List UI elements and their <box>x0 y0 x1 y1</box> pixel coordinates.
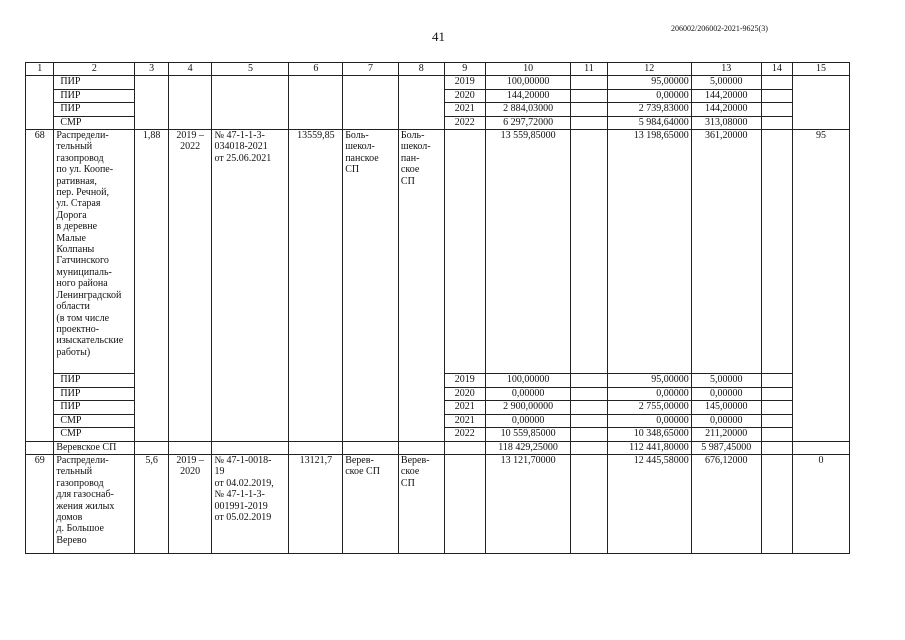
completion-percent: 95 <box>793 130 850 442</box>
row-number: 68 <box>26 130 54 442</box>
column-number-row <box>26 63 850 76</box>
work-type-cell: ПИР <box>54 89 135 103</box>
amount-cell: 144,20000 <box>486 89 571 103</box>
amount-cell: 676,12000 <box>691 455 761 554</box>
amount-cell: 2 755,00000 <box>607 401 691 415</box>
completion-percent: 0 <box>793 455 850 554</box>
amount-cell: 0,00000 <box>486 414 571 428</box>
work-type-cell: ПИР <box>54 76 135 90</box>
amount-cell: 144,20000 <box>691 89 761 103</box>
column-number: 13 <box>691 63 761 76</box>
column-number: 15 <box>793 63 850 76</box>
amount-cell: 211,20000 <box>691 428 761 442</box>
expert-decision: № 47-1-1-3- 034018-2021 от 25.06.2021 <box>212 130 289 442</box>
column-number: 8 <box>398 63 444 76</box>
construction-period: 2019 – 2022 <box>168 130 212 442</box>
document-code: 206002/206002-2021-9625(3) <box>671 24 768 33</box>
amount-cell: 0,00000 <box>691 387 761 401</box>
amount-cell: 313,08000 <box>691 116 761 130</box>
settlement: Верев- ское СП <box>343 455 399 554</box>
work-type-cell: ПИР <box>54 374 135 388</box>
estimated-cost: 13559,85 <box>289 130 343 442</box>
amount-cell: 95,00000 <box>607 374 691 388</box>
year-cell: 2020 <box>444 387 486 401</box>
column-number: 3 <box>135 63 168 76</box>
pipeline-length: 1,88 <box>135 130 168 442</box>
subtotal-label: Веревское СП <box>54 441 135 455</box>
work-type-cell: СМР <box>54 116 135 130</box>
amount-cell: 5,00000 <box>691 76 761 90</box>
amount-cell: 100,00000 <box>486 374 571 388</box>
amount-cell: 2 900,00000 <box>486 401 571 415</box>
column-number: 10 <box>486 63 571 76</box>
amount-cell: 144,20000 <box>691 103 761 117</box>
amount-cell: 13 198,65000 <box>607 130 691 374</box>
object-name: Распредели- тельный газопровод по ул. Коопе- ративная, пер. Речной, ул. Старая Дорога в деревне Малые Колпаны Гатчинского муниципаль- ного района Ленинградской области (в том числе проектно- изыскательские работы) <box>54 130 135 374</box>
amount-cell: 2 884,03000 <box>486 103 571 117</box>
work-type-cell: ПИР <box>54 103 135 117</box>
amount-cell: 10 559,85000 <box>486 428 571 442</box>
object-name: Распредели- тельный газопровод для газоснаб- жения жилых домов д. Большое Верево <box>54 455 135 554</box>
work-type-cell: СМР <box>54 428 135 442</box>
year-cell: 2019 <box>444 374 486 388</box>
year-cell: 2021 <box>444 414 486 428</box>
amount-cell: 361,20000 <box>691 130 761 374</box>
column-number: 6 <box>289 63 343 76</box>
column-number: 9 <box>444 63 486 76</box>
column-number: 4 <box>168 63 212 76</box>
amount-cell: 0,00000 <box>607 414 691 428</box>
subtotal-amount: 118 429,25000 <box>486 441 571 455</box>
year-cell: 2019 <box>444 76 486 90</box>
work-type-cell: ПИР <box>54 387 135 401</box>
expert-decision: № 47-1-0018- 19 от 04.02.2019, № 47-1-1-3- 001991-2019 от 05.02.2019 <box>212 455 289 554</box>
amount-cell: 0,00000 <box>486 387 571 401</box>
pipeline-length: 5,6 <box>135 455 168 554</box>
subtotal-amount: 5 987,45000 <box>691 441 761 455</box>
table-row-object-68 <box>26 130 850 374</box>
owner: Верев- ское СП <box>398 455 444 554</box>
amount-cell: 5 984,64000 <box>607 116 691 130</box>
column-number: 12 <box>607 63 691 76</box>
amount-cell: 0,00000 <box>691 414 761 428</box>
subtotal-amount: 112 441,80000 <box>607 441 691 455</box>
amount-cell: 10 348,65000 <box>607 428 691 442</box>
construction-period: 2019 – 2020 <box>168 455 212 554</box>
amount-cell: 95,00000 <box>607 76 691 90</box>
column-number: 11 <box>571 63 607 76</box>
year-cell: 2020 <box>444 89 486 103</box>
amount-cell: 12 445,58000 <box>607 455 691 554</box>
row-number: 69 <box>26 455 54 554</box>
amount-cell: 0,00000 <box>607 387 691 401</box>
amount-cell: 13 121,70000 <box>486 455 571 554</box>
column-number: 1 <box>26 63 54 76</box>
amount-cell: 100,00000 <box>486 76 571 90</box>
amount-cell: 6 297,72000 <box>486 116 571 130</box>
year-cell: 2021 <box>444 401 486 415</box>
work-type-cell: ПИР <box>54 401 135 415</box>
settlement: Боль- шекол- панское СП <box>343 130 399 442</box>
table-row-object-69 <box>26 455 850 554</box>
owner: Боль- шекол- пан- ское СП <box>398 130 444 442</box>
year-cell: 2022 <box>444 116 486 130</box>
page-number: 41 <box>432 29 445 44</box>
work-type-cell: СМР <box>54 414 135 428</box>
estimated-cost: 13121,7 <box>289 455 343 554</box>
investment-table <box>25 62 850 554</box>
table-row <box>26 76 850 90</box>
amount-cell: 13 559,85000 <box>486 130 571 374</box>
amount-cell: 145,00000 <box>691 401 761 415</box>
year-cell: 2021 <box>444 103 486 117</box>
subtotal-row <box>26 441 850 455</box>
column-number: 2 <box>54 63 135 76</box>
amount-cell: 5,00000 <box>691 374 761 388</box>
amount-cell: 0,00000 <box>607 89 691 103</box>
amount-cell: 2 739,83000 <box>607 103 691 117</box>
column-number: 7 <box>343 63 399 76</box>
year-cell: 2022 <box>444 428 486 442</box>
column-number: 5 <box>212 63 289 76</box>
column-number: 14 <box>761 63 792 76</box>
